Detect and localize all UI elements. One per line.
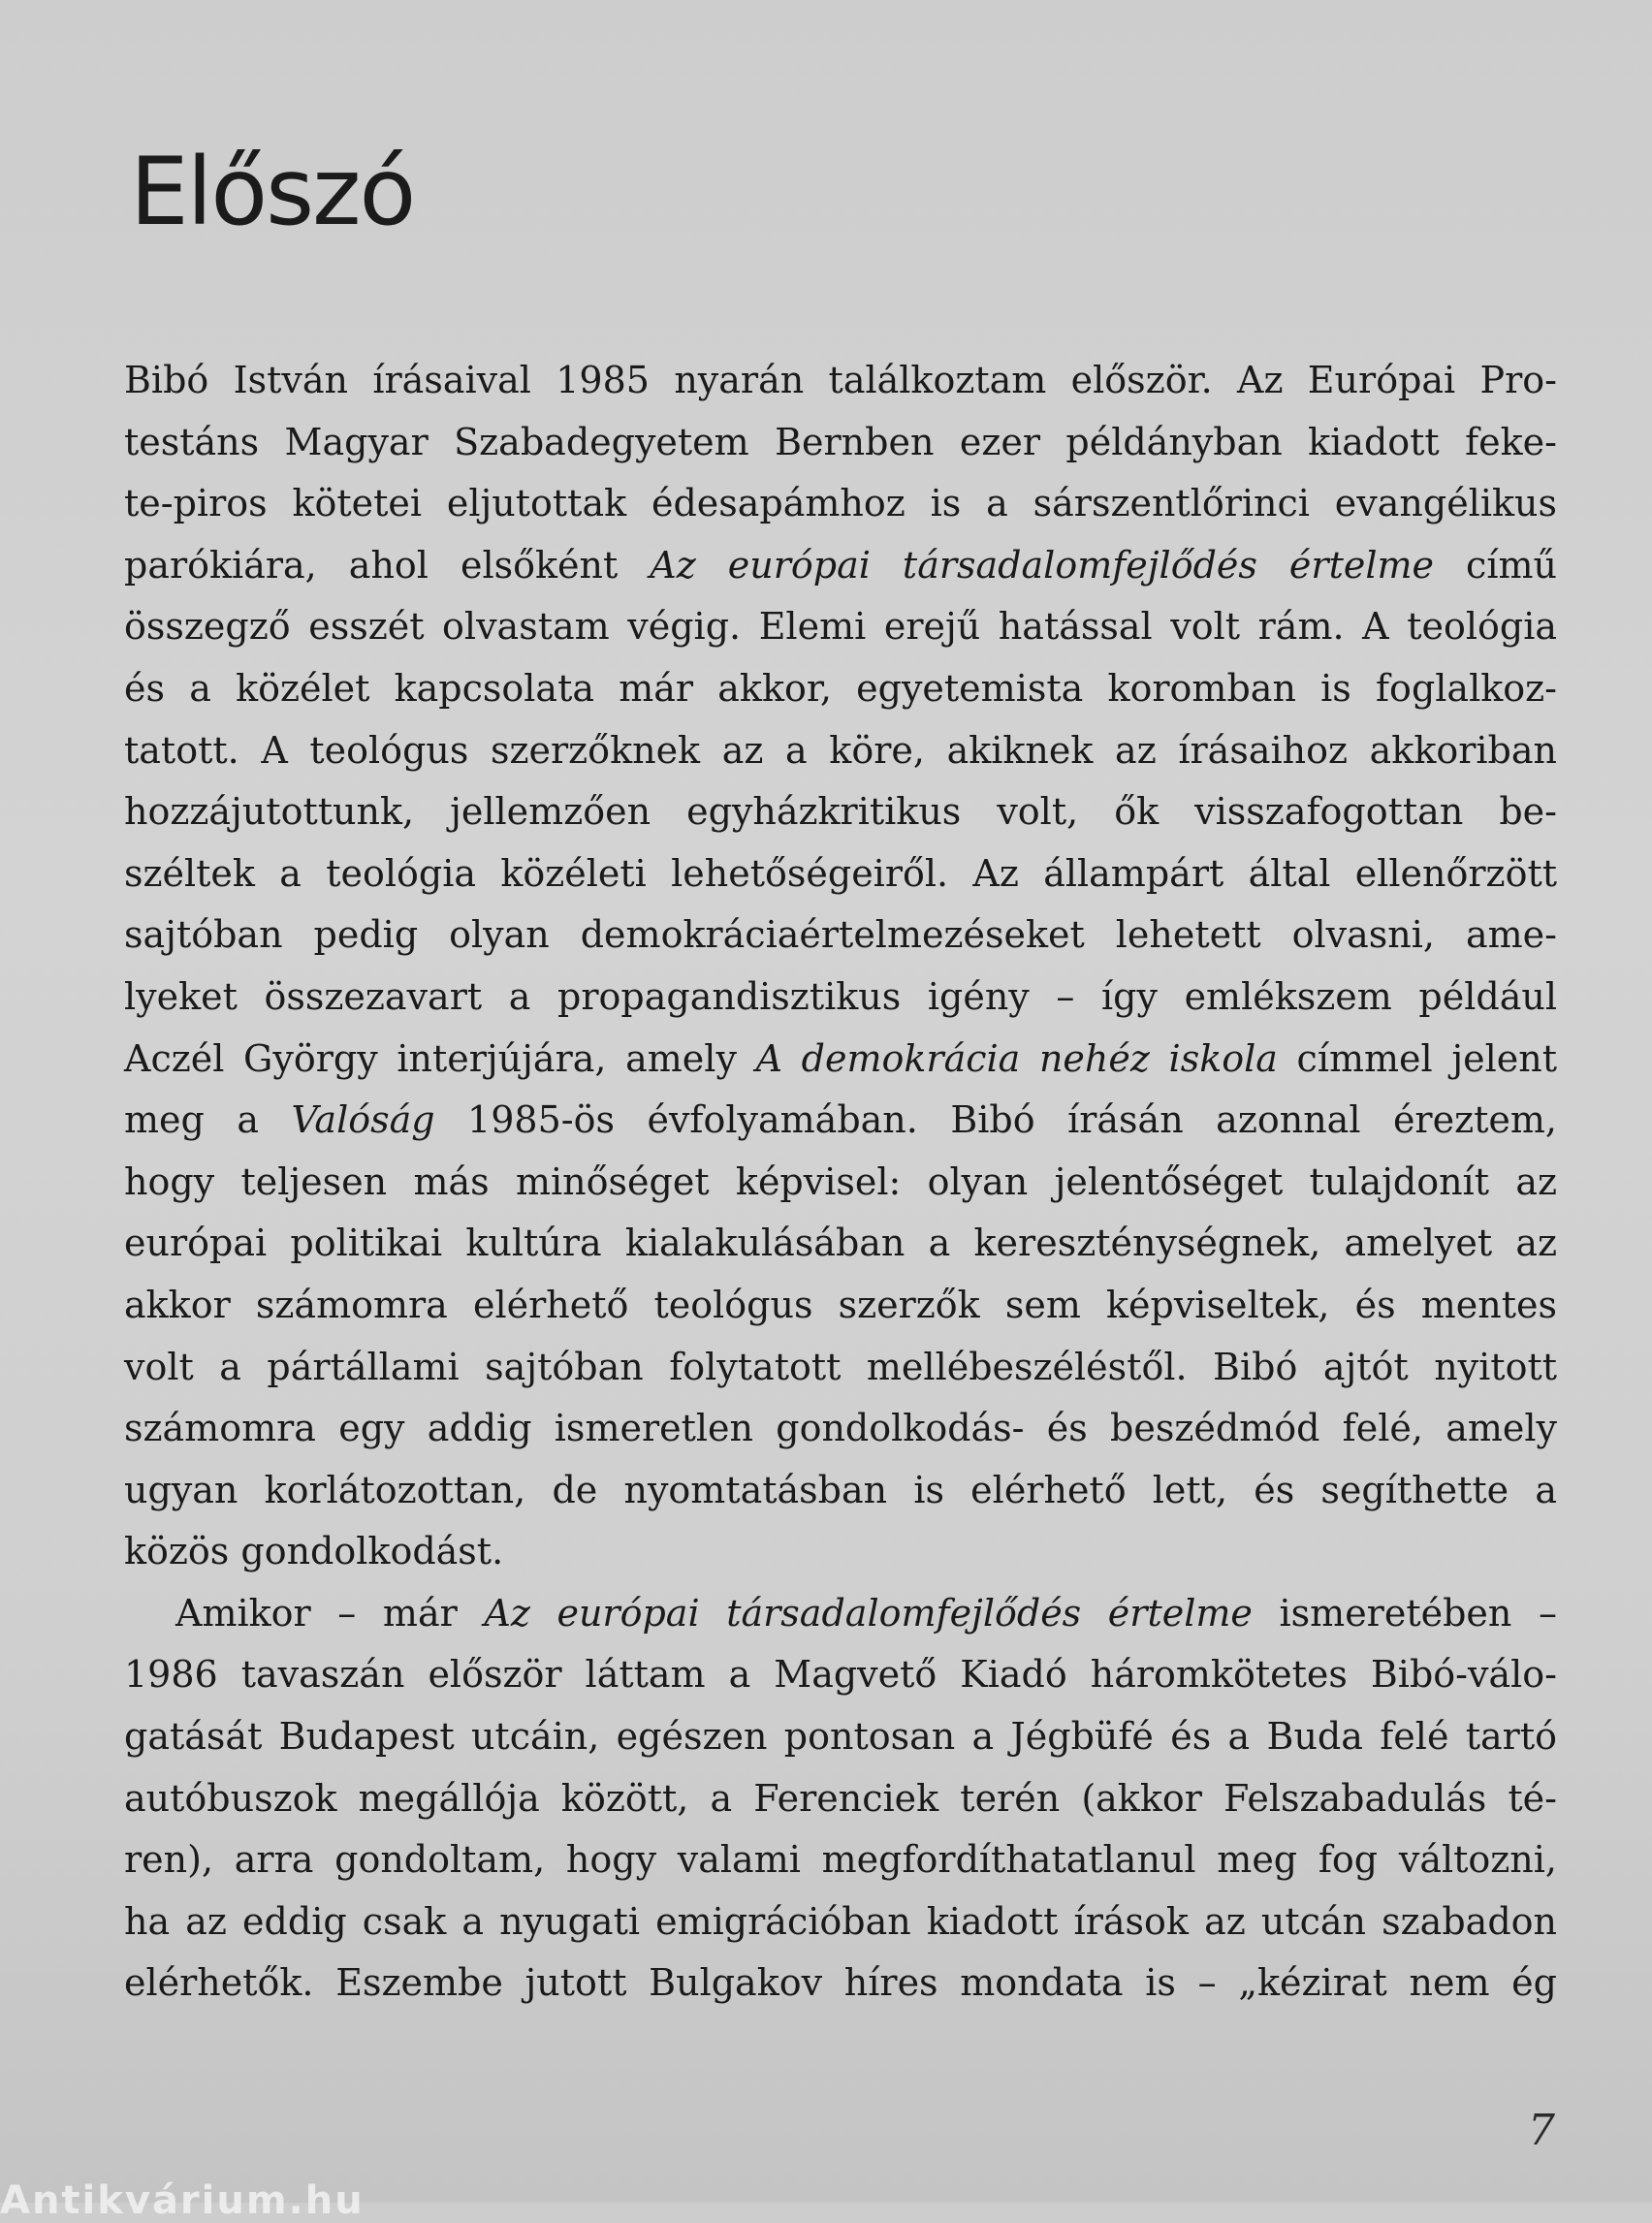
text-line: autóbuszok megállója között, a Ferenciek terén (akkor Felszabadulás té- (124, 1776, 1557, 1820)
text-line: európai politikai kultúra kialakulásában a kereszténységnek, amelyet az (124, 1222, 1557, 1265)
text-segment: parókiára, ahol elsőként (124, 543, 651, 587)
paragraph-2 (124, 1583, 1557, 2015)
text-line: közös gondolkodást. (124, 1530, 504, 1573)
text-line: akkor számomra elérhető teológus szerzők sem képviseltek, és mentes (124, 1283, 1557, 1326)
book-title: Az európai társadalomfejlődés értelme (484, 1591, 1253, 1635)
paragraph-1 (124, 350, 1557, 1583)
text-line: és a közélet kapcsolata már akkor, egyetemista koromban is foglalkoz- (124, 666, 1557, 710)
text-line: hogy teljesen más minőséget képvisel: olyan jelentőséget tulajdonít az (124, 1159, 1557, 1203)
text-segment: Aczél György interjújára, amely (124, 1036, 756, 1080)
text-line: összegző esszét olvastam végig. Elemi erejű hatással volt rám. A teológia (124, 605, 1557, 649)
text-line: ren), arra gondoltam, hogy valami megfordíthatatlanul meg fog változni, (124, 1838, 1557, 1882)
text-line: ha az eddig csak a nyugati emigrációban kiadott írások az utcán szabadon (124, 1899, 1557, 1943)
text-segment: 1985-ös évfolyamában. Bibó írásán azonnal éreztem, (434, 1098, 1557, 1142)
text-line: volt a pártállami sajtóban folytatott mellébeszéléstől. Bibó ajtót nyitott (124, 1345, 1557, 1388)
text-line (124, 535, 1557, 597)
text-line: gatását Budapest utcáin, egészen pontosan a Jégbüfé és a Buda felé tartó (124, 1715, 1557, 1759)
text-line: hozzájutottunk, jellemzően egyházkritikus volt, ők visszafogottan be- (124, 790, 1557, 834)
chapter-heading: Előszó (130, 138, 415, 246)
watermark: Antikvárium.hu (0, 2178, 365, 2223)
text-line: ugyan korlátozottan, de nyomtatásban is elérhető lett, és segíthette a (124, 1468, 1557, 1511)
text-line: széltek a teológia közéleti lehetőségeiről. Az állampárt által ellenőrzött (124, 851, 1557, 895)
book-title: Az európai társadalomfejlődés értelme (650, 543, 1435, 587)
interview-title: A demokrácia nehéz iskola (755, 1036, 1278, 1080)
text-line: tatott. A teológus szerzőknek az a köre, akiknek az írásaihoz akkoriban (124, 728, 1557, 772)
body-text (124, 350, 1557, 2015)
text-line: számomra egy addig ismeretlen gondolkodás- és beszédmód felé, amely (124, 1407, 1557, 1450)
text-line: 1986 tavaszán először láttam a Magvető Kiadó háromkötetes Bibó-válo- (124, 1653, 1557, 1697)
page-number: 7 (1528, 2106, 1555, 2155)
text-line: te-piros kötetei eljutottak édesapámhoz is a sárszentlőrinci evangélikus (124, 482, 1557, 525)
journal-title: Valóság (291, 1098, 435, 1142)
text-line: Bibó István írásaival 1985 nyarán találkoztam először. Az Európai Pro- (124, 359, 1557, 401)
text-line: testáns Magyar Szabadegyetem Bernben ezer példányban kiadott feke- (124, 420, 1557, 463)
text-line: lyeket összezavart a propagandisztikus igény – így emlékszem például (124, 974, 1557, 1018)
text-segment: címmel jelent (1277, 1036, 1557, 1080)
text-line (124, 1090, 1557, 1152)
text-segment: meg a (124, 1098, 292, 1142)
text-segment: ismeretében – (1252, 1591, 1557, 1635)
text-segment: Amikor – már (175, 1591, 485, 1635)
text-line (124, 1029, 1557, 1091)
text-line (124, 1583, 1557, 1645)
text-segment: című (1434, 543, 1557, 587)
text-line: elérhetők. Eszembe jutott Bulgakov híres mondata is – „kézirat nem ég (124, 1961, 1557, 2005)
text-line: sajtóban pedig olyan demokráciaértelmezéseket lehetett olvasni, ame- (124, 913, 1557, 957)
